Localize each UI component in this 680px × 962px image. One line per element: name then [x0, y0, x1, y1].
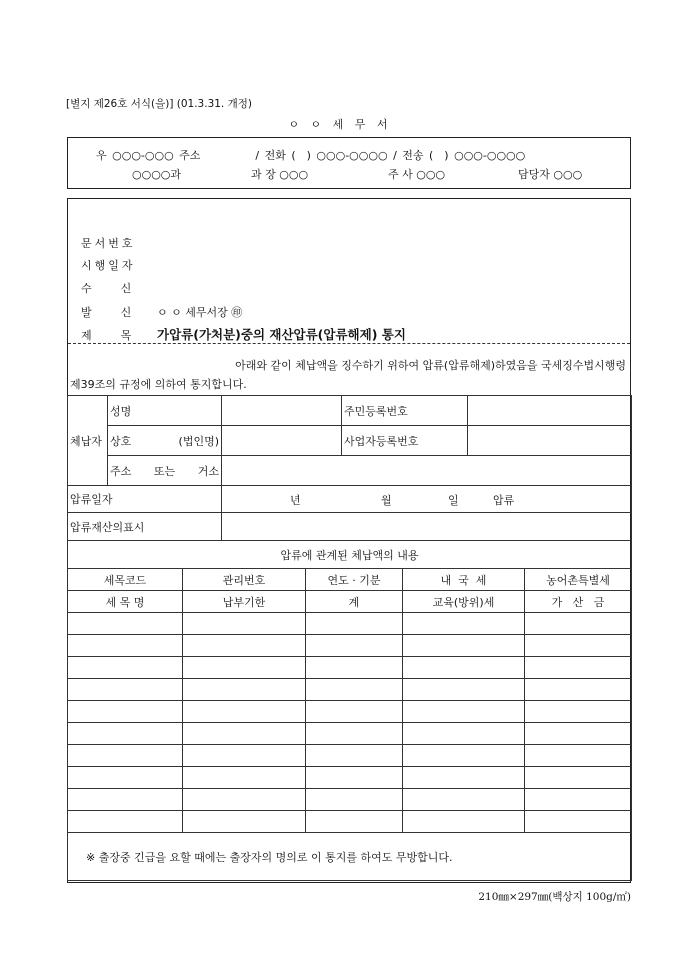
table-cell[interactable] — [403, 789, 525, 811]
table-cell[interactable] — [403, 723, 525, 745]
table-cell[interactable] — [183, 679, 306, 701]
field-label: 시행일자 — [81, 259, 136, 272]
table-cell[interactable] — [525, 613, 632, 635]
subject-title: 가압류(가처분)중의 재산압류(압류해제) 통지 — [157, 327, 406, 342]
table-cell[interactable] — [68, 745, 183, 767]
table-cell[interactable] — [306, 657, 403, 679]
col-due-date: 납부기한 — [183, 591, 306, 613]
table-cell[interactable] — [403, 679, 525, 701]
day-label: 일 — [448, 494, 459, 507]
seizure-suffix: 압류 — [493, 494, 515, 507]
table-cell[interactable] — [403, 745, 525, 767]
table-row — [68, 613, 632, 635]
name-value[interactable] — [222, 396, 342, 426]
taxpayer-group-label: 체납자 — [68, 396, 108, 486]
table-cell[interactable] — [68, 723, 183, 745]
table-cell[interactable] — [183, 789, 306, 811]
table-row — [68, 701, 632, 723]
arrears-table — [67, 568, 632, 881]
col-penalty: 가 산 금 — [525, 591, 632, 613]
property-label: 압류재산의표시 — [68, 513, 222, 541]
table-cell[interactable] — [306, 723, 403, 745]
col-tax-code: 세목코드 — [68, 569, 183, 591]
manager: 담당자 ○○○ — [518, 168, 583, 181]
col-rural-special-tax: 농어촌특별세 — [525, 569, 632, 591]
table-cell[interactable] — [306, 679, 403, 701]
table-cell[interactable] — [68, 789, 183, 811]
table-cell[interactable] — [525, 635, 632, 657]
table-cell[interactable] — [183, 745, 306, 767]
table-cell[interactable] — [306, 745, 403, 767]
table-cell[interactable] — [306, 811, 403, 833]
field-doc-number — [81, 235, 157, 251]
field-sender — [81, 304, 242, 320]
table-cell[interactable] — [403, 657, 525, 679]
table-cell[interactable] — [306, 789, 403, 811]
address-line: 우 ○○○-○○○ 주소 / 전화 ( ) ○○○-○○○○ / 전송 ( ) ○○○-○○○○ — [96, 149, 526, 162]
table-cell[interactable] — [183, 811, 306, 833]
company-value[interactable] — [222, 426, 342, 456]
table-cell[interactable] — [183, 723, 306, 745]
table-cell[interactable] — [68, 701, 183, 723]
notice-text-line1: 아래와 같이 체납액을 징수하기 위하여 압류(압류해제)하였음을 국세징수법시행령 — [235, 359, 626, 372]
table-cell[interactable] — [525, 811, 632, 833]
table-cell[interactable] — [183, 657, 306, 679]
table-cell[interactable] — [306, 613, 403, 635]
taxpayer-table — [67, 395, 632, 569]
field-issue-date — [81, 257, 157, 273]
notice-text-line2: 제39조의 규정에 의하여 통지합니다. — [70, 378, 247, 391]
table-row — [68, 789, 632, 811]
table-cell[interactable] — [68, 679, 183, 701]
table-cell[interactable] — [183, 701, 306, 723]
month-label: 월 — [381, 494, 392, 507]
form-reference: [별지 제26호 서식(을)] (01.3.31. 개정) — [66, 98, 252, 110]
table-row — [68, 745, 632, 767]
col-tax-name: 세 목 명 — [68, 591, 183, 613]
table-cell[interactable] — [525, 701, 632, 723]
table-cell[interactable] — [68, 613, 183, 635]
table-cell[interactable] — [525, 723, 632, 745]
table-row — [68, 767, 632, 789]
table-row — [68, 679, 632, 701]
department: ○○○○과 — [132, 168, 182, 181]
col-national-tax: 내 국 세 — [403, 569, 525, 591]
field-recipient — [81, 280, 157, 296]
field-label: 문서번호 — [81, 237, 136, 250]
col-education-tax: 교육(방위)세 — [403, 591, 525, 613]
office-contact-box — [67, 137, 631, 189]
name-label: 성명 — [108, 396, 222, 426]
table-cell[interactable] — [183, 613, 306, 635]
section-chief: 과 장 ○○○ — [251, 168, 309, 181]
col-mgmt-number: 관리번호 — [183, 569, 306, 591]
dashed-divider — [68, 343, 630, 344]
paper-size: 210㎜×297㎜(백상지 100g/㎡) — [478, 891, 631, 903]
brn-label: 사업자등록번호 — [342, 426, 468, 456]
table-cell[interactable] — [183, 767, 306, 789]
table-cell[interactable] — [306, 701, 403, 723]
arrears-title: 압류에 관계된 체납액의 내용 — [68, 541, 632, 569]
year-label: 년 — [290, 494, 301, 507]
field-value: ㅇ ㅇ 세무서장 ㊞ — [157, 306, 243, 319]
table-cell[interactable] — [525, 789, 632, 811]
table-cell[interactable] — [68, 635, 183, 657]
table-cell[interactable] — [403, 767, 525, 789]
property-value[interactable] — [222, 513, 632, 541]
field-label: 수 신 — [81, 282, 135, 295]
field-label: 제 목 — [81, 329, 135, 342]
table-cell[interactable] — [403, 613, 525, 635]
table-row — [68, 657, 632, 679]
rrn-label: 주민등록번호 — [342, 396, 468, 426]
table-row — [68, 723, 632, 745]
table-row — [68, 635, 632, 657]
table-row — [68, 811, 632, 833]
col-year-period: 연도 · 기분 — [306, 569, 403, 591]
address-value[interactable] — [222, 456, 632, 486]
table-cell[interactable] — [306, 767, 403, 789]
company-label: 상호 (법인명) — [108, 426, 222, 456]
field-subject — [81, 325, 406, 343]
table-cell[interactable] — [403, 635, 525, 657]
table-cell[interactable] — [525, 657, 632, 679]
table-cell[interactable] — [68, 767, 183, 789]
table-cell[interactable] — [525, 745, 632, 767]
officer: 주 사 ○○○ — [388, 168, 446, 181]
table-cell[interactable] — [68, 811, 183, 833]
table-cell[interactable] — [183, 635, 306, 657]
table-cell[interactable] — [525, 679, 632, 701]
rrn-value[interactable] — [468, 396, 632, 426]
col-total: 계 — [306, 591, 403, 613]
seizure-date-label: 압류일자 — [68, 486, 222, 513]
table-cell[interactable] — [68, 657, 183, 679]
tax-office-name: ㅇ ㅇ 세 무 서 — [288, 118, 392, 131]
table-cell[interactable] — [306, 635, 403, 657]
address-label: 주소 또는 거소 — [108, 456, 222, 486]
field-label: 발 신 — [81, 306, 135, 319]
table-cell[interactable] — [525, 767, 632, 789]
brn-value[interactable] — [468, 426, 632, 456]
seizure-date-value[interactable] — [222, 486, 632, 513]
table-cell[interactable] — [403, 811, 525, 833]
notice-form — [67, 198, 631, 883]
note-text: ※ 출장중 긴급을 요할 때에는 출장자의 명의로 이 통지를 하여도 무방합니다. — [68, 833, 632, 881]
table-cell[interactable] — [403, 701, 525, 723]
